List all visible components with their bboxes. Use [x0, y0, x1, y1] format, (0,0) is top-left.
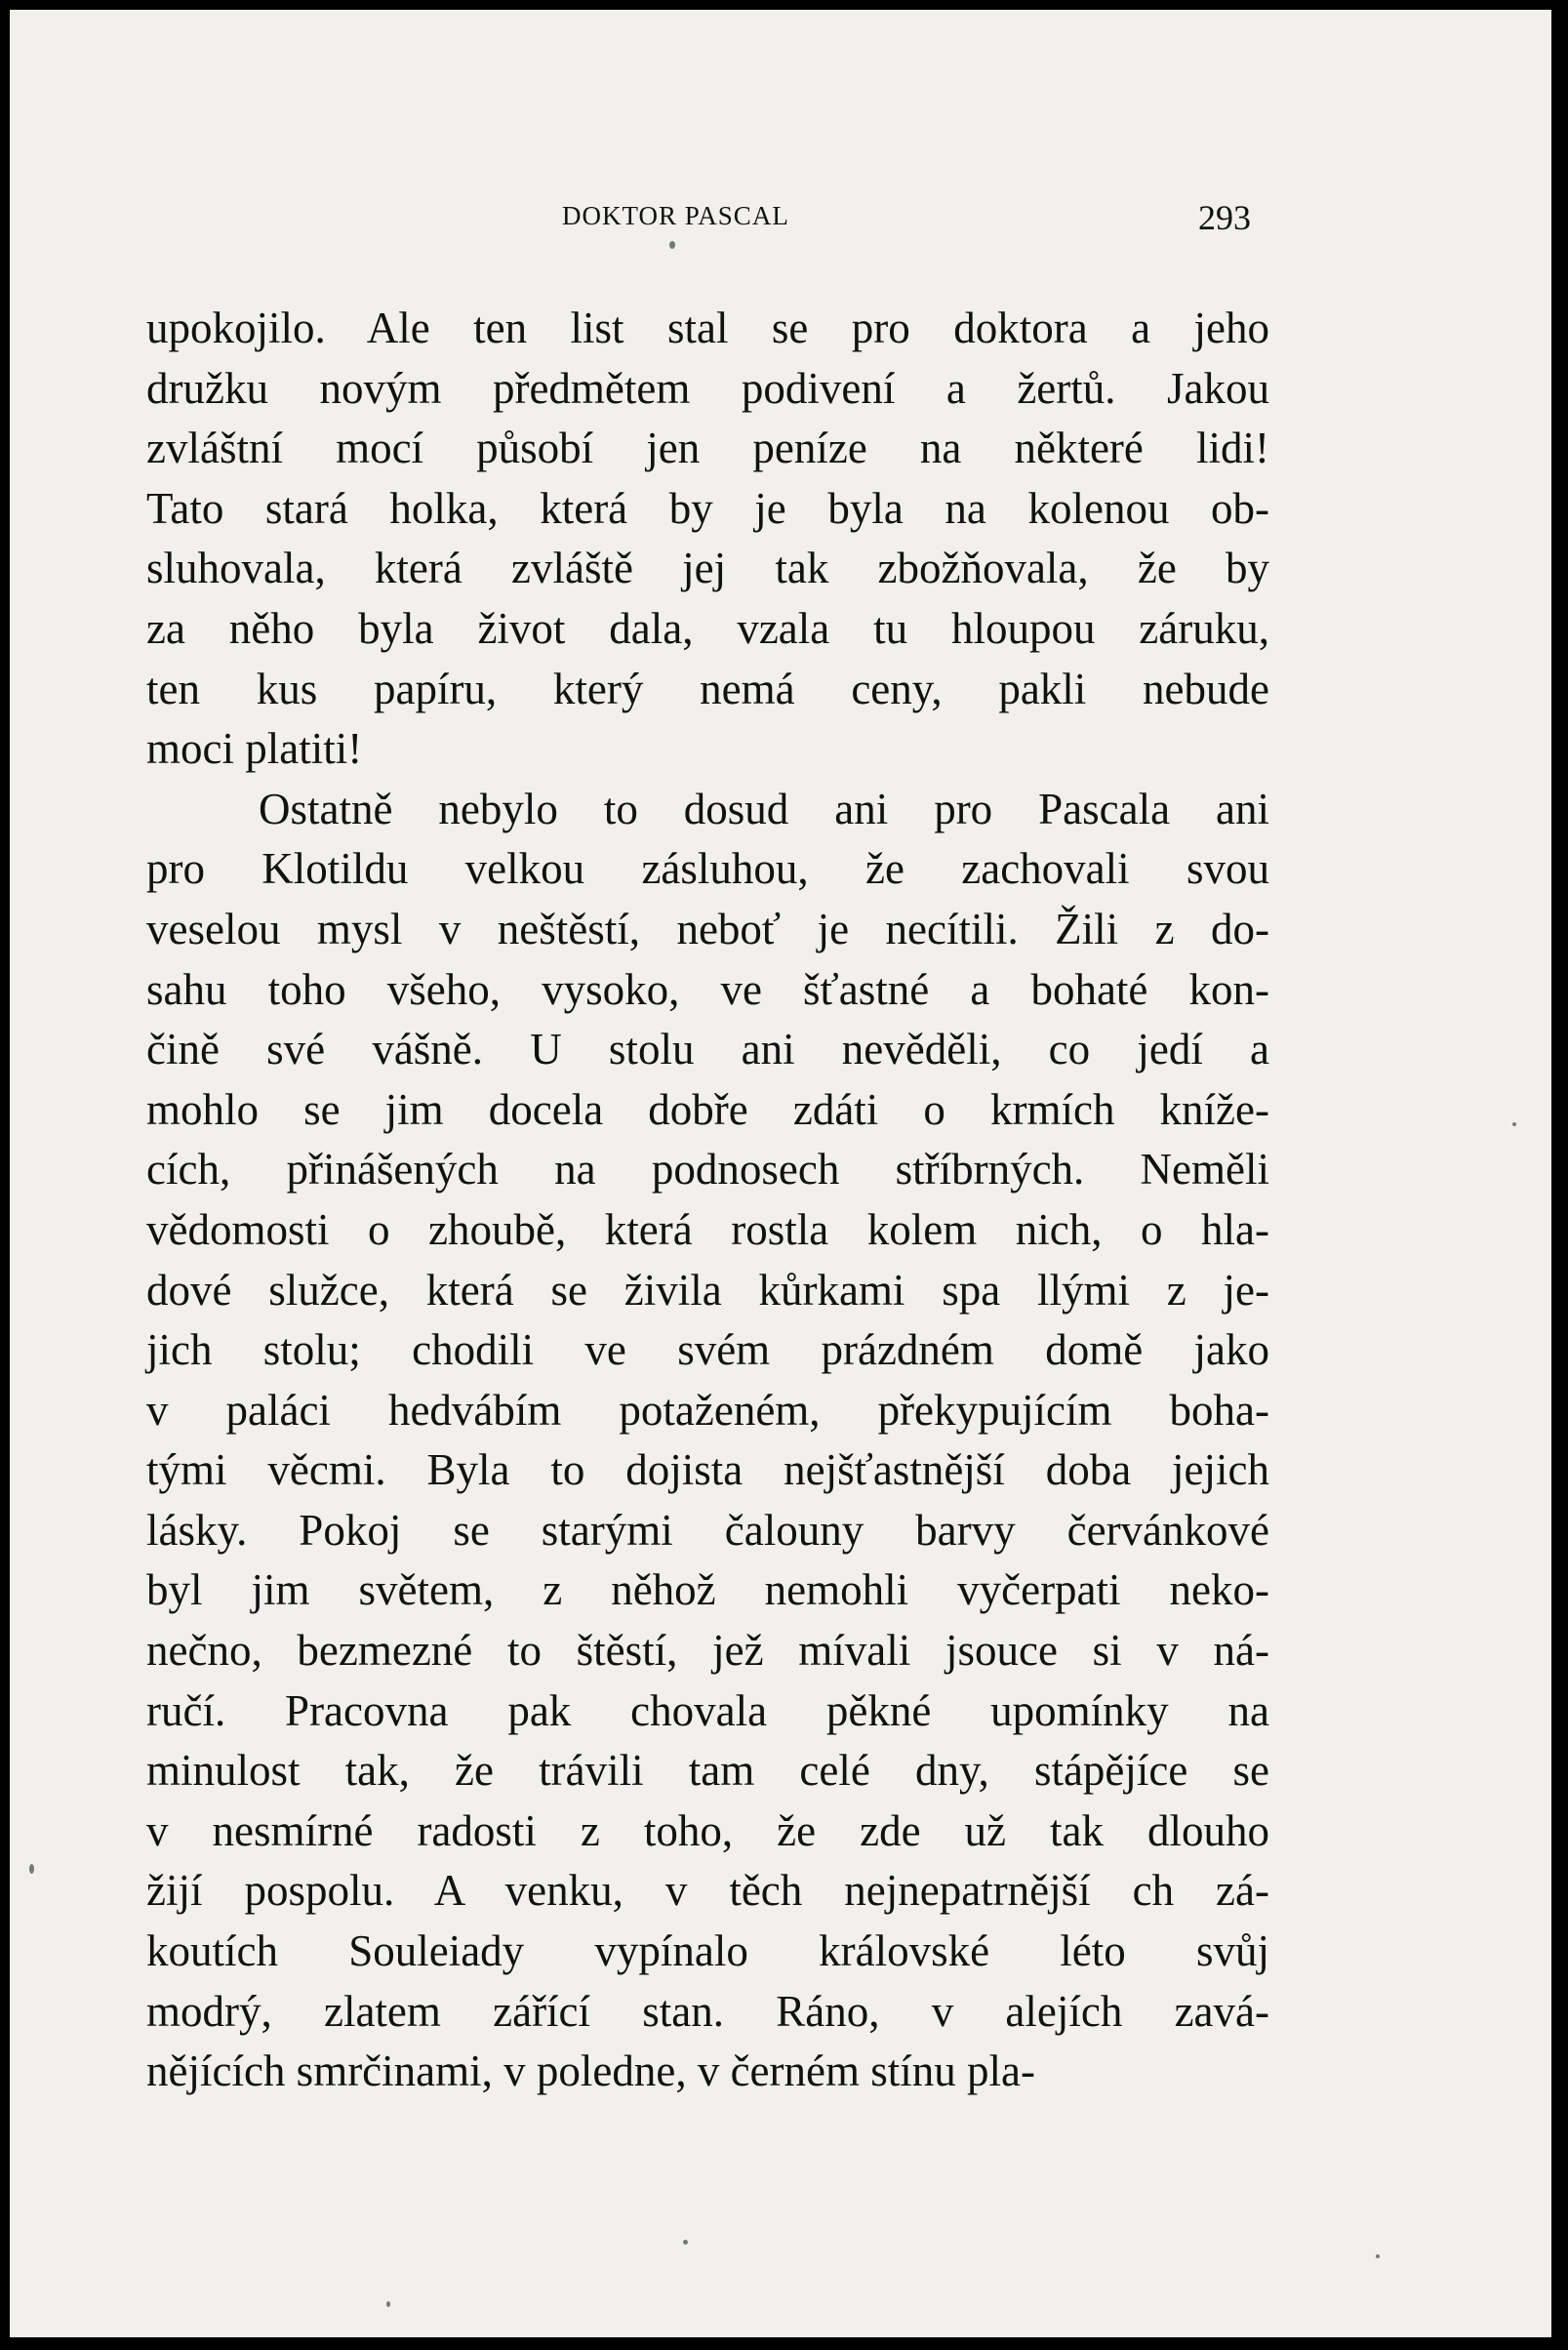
text-line: upokojilo. Ale ten list stal se pro doktora a jeho — [146, 304, 1269, 352]
text-line: cích, přinášených na podnosech stříbrných. Neměli — [146, 1145, 1269, 1195]
text-line: modrý, zlatem zářící stan. Ráno, v alejích zavá- — [146, 1986, 1269, 2036]
text-line: zvláštní mocí působí jen peníze na některé lidi! — [146, 424, 1269, 473]
text-line: pro Klotildu velkou zásluhou, že zachovali svou — [146, 844, 1269, 894]
text-line: minulost tak, že trávili tam celé dny, stápějíce se — [146, 1746, 1269, 1796]
text-line: veselou mysl v neštěstí, neboť je necítili. Žili z do- — [146, 904, 1269, 953]
book-page — [10, 10, 1551, 2337]
scan-speck — [1376, 2254, 1380, 2258]
text-line: ten kus papíru, který nemá ceny, pakli nebude — [146, 664, 1269, 713]
scan-speck — [683, 2240, 688, 2245]
scan-speck — [1512, 1122, 1516, 1126]
text-line: čině své vášně. U stolu ani nevěděli, co jedí a — [146, 1025, 1269, 1074]
body-text — [146, 299, 1269, 2102]
paragraph — [146, 780, 1269, 2102]
text-line: sahu toho všeho, vysoko, ve šťastné a bohaté kon- — [146, 964, 1269, 1014]
scan-speck — [29, 1864, 34, 1874]
page-number: 293 — [1198, 198, 1251, 237]
text-line: v nesmírné radosti z toho, že zde už tak dlouho — [146, 1805, 1269, 1855]
text-line: v paláci hedvábím potaženém, překypujícím boha- — [146, 1385, 1269, 1435]
text-line: Tato stará holka, která by je byla na kolenou ob- — [146, 483, 1269, 533]
text-line: nečno, bezmezné to štěstí, jež mívali jsouce si v ná- — [146, 1626, 1269, 1676]
text-line: za něho byla život dala, vzala tu hloupou záruku, — [146, 603, 1269, 653]
text-line: žijí pospolu. A venku, v těch nejnepatrnější ch zá- — [146, 1866, 1269, 1916]
text-line: koutích Souleiady vypínalo královské léto svůj — [146, 1926, 1269, 1976]
running-title: DOKTOR PASCAL — [562, 201, 789, 230]
text-line: dové služce, která se živila kůrkami spa llými z je- — [146, 1265, 1269, 1315]
text-line: ručí. Pracovna pak chovala pěkné upomínky na — [146, 1685, 1269, 1735]
text-line: Ostatně nebylo to dosud ani pro Pascala ani — [259, 784, 1269, 833]
text-line: moci platiti! — [146, 724, 363, 774]
page-header — [10, 198, 1551, 250]
scan-speck — [669, 241, 675, 249]
text-line: družku novým předmětem podivení a žertů. Jakou — [146, 363, 1269, 413]
text-line: sluhovala, která zvláště jej tak zbožňovala, že by — [146, 544, 1269, 593]
text-line: jich stolu; chodili ve svém prázdném domě jako — [146, 1325, 1269, 1375]
text-line: tými věcmi. Byla to dojista nejšťastnější doba jejich — [146, 1445, 1269, 1495]
scan-speck — [386, 2301, 390, 2307]
text-line: vědomosti o zhoubě, která rostla kolem nich, o hla- — [146, 1204, 1269, 1254]
text-line: mohlo se jim docela dobře zdáti o krmích kníže- — [146, 1084, 1269, 1134]
paragraph — [146, 299, 1269, 780]
text-line: lásky. Pokoj se starými čalouny barvy červánkové — [146, 1505, 1269, 1555]
text-line: byl jim světem, z něhož nemohli vyčerpati neko- — [146, 1565, 1269, 1615]
text-line: nějících smrčinami, v poledne, v černém stínu pla- — [146, 2046, 1035, 2096]
